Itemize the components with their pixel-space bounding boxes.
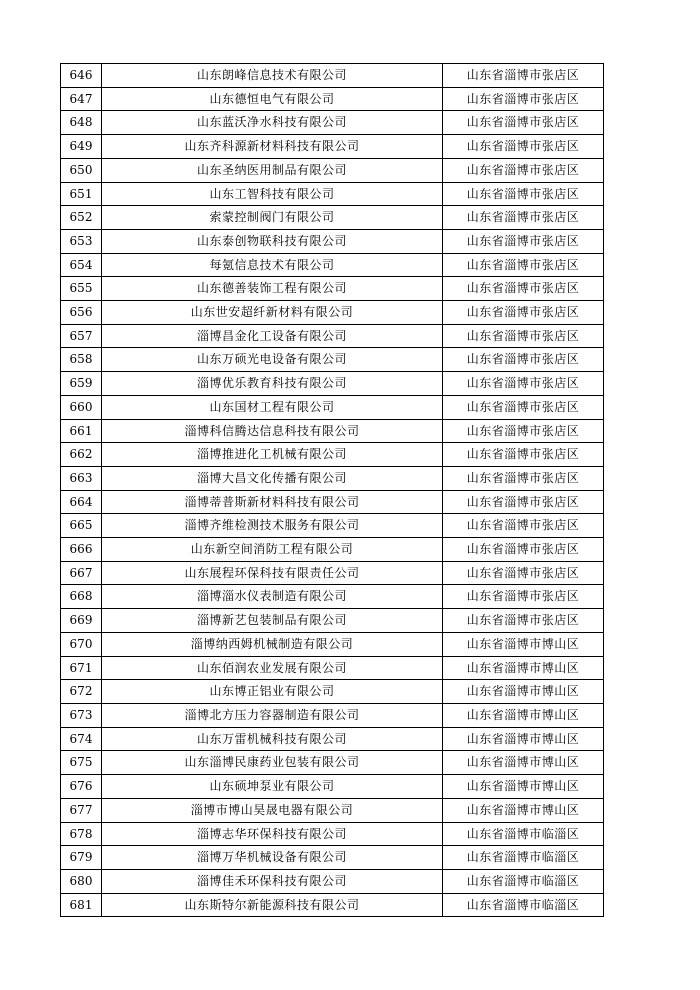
- table-row: [61, 466, 604, 490]
- region-cell: 山东省淄博市张店区: [443, 514, 604, 538]
- company-name-cell: 山东展程环保科技有限责任公司: [102, 561, 443, 585]
- table-row: [61, 443, 604, 467]
- table-row: [61, 64, 604, 88]
- region-cell: 山东省淄博市张店区: [443, 348, 604, 372]
- region-cell: 山东省淄博市博山区: [443, 680, 604, 704]
- region-cell: 山东省淄博市张店区: [443, 135, 604, 159]
- row-number-cell: 675: [61, 751, 102, 775]
- region-cell: 山东省淄博市张店区: [443, 87, 604, 111]
- row-number-cell: 656: [61, 301, 102, 325]
- row-number-cell: 651: [61, 182, 102, 206]
- company-name-cell: 淄博蒂普斯新材料科技有限公司: [102, 490, 443, 514]
- region-cell: 山东省淄博市博山区: [443, 632, 604, 656]
- region-cell: 山东省淄博市张店区: [443, 372, 604, 396]
- region-cell: 山东省淄博市博山区: [443, 798, 604, 822]
- region-cell: 山东省淄博市张店区: [443, 443, 604, 467]
- row-number-cell: 666: [61, 538, 102, 562]
- row-number-cell: 660: [61, 395, 102, 419]
- company-name-cell: 淄博大昌文化传播有限公司: [102, 466, 443, 490]
- row-number-cell: 678: [61, 822, 102, 846]
- row-number-cell: 665: [61, 514, 102, 538]
- row-number-cell: 670: [61, 632, 102, 656]
- table-row: [61, 703, 604, 727]
- region-cell: 山东省淄博市博山区: [443, 751, 604, 775]
- region-cell: 山东省淄博市张店区: [443, 419, 604, 443]
- region-cell: 山东省淄博市张店区: [443, 301, 604, 325]
- row-number-cell: 657: [61, 324, 102, 348]
- table-row: [61, 846, 604, 870]
- row-number-cell: 648: [61, 111, 102, 135]
- row-number-cell: 667: [61, 561, 102, 585]
- region-cell: 山东省淄博市张店区: [443, 158, 604, 182]
- company-name-cell: 淄博佳禾环保科技有限公司: [102, 869, 443, 893]
- table-row: [61, 206, 604, 230]
- region-cell: 山东省淄博市博山区: [443, 703, 604, 727]
- region-cell: 山东省淄博市张店区: [443, 253, 604, 277]
- company-name-cell: 山东朗峰信息技术有限公司: [102, 64, 443, 88]
- row-number-cell: 663: [61, 466, 102, 490]
- table-row: [61, 490, 604, 514]
- company-name-cell: 淄博优乐教育科技有限公司: [102, 372, 443, 396]
- table-row: [61, 869, 604, 893]
- company-name-cell: 山东淄博民康药业包装有限公司: [102, 751, 443, 775]
- company-name-cell: 山东新空间消防工程有限公司: [102, 538, 443, 562]
- row-number-cell: 658: [61, 348, 102, 372]
- row-number-cell: 650: [61, 158, 102, 182]
- region-cell: 山东省淄博市张店区: [443, 609, 604, 633]
- company-name-cell: 山东硕坤泵业有限公司: [102, 775, 443, 799]
- region-cell: 山东省淄博市张店区: [443, 561, 604, 585]
- table-row: [61, 561, 604, 585]
- table-row: [61, 585, 604, 609]
- company-table: [60, 63, 604, 917]
- table-row: [61, 348, 604, 372]
- region-cell: 山东省淄博市张店区: [443, 538, 604, 562]
- row-number-cell: 659: [61, 372, 102, 396]
- region-cell: 山东省淄博市临淄区: [443, 822, 604, 846]
- row-number-cell: 654: [61, 253, 102, 277]
- table-row: [61, 324, 604, 348]
- company-name-cell: 山东齐科源新材料科技有限公司: [102, 135, 443, 159]
- row-number-cell: 655: [61, 277, 102, 301]
- table-row: [61, 229, 604, 253]
- table-row: [61, 727, 604, 751]
- company-name-cell: 山东佰润农业发展有限公司: [102, 656, 443, 680]
- region-cell: 山东省淄博市临淄区: [443, 893, 604, 917]
- company-name-cell: 山东工智科技有限公司: [102, 182, 443, 206]
- company-name-cell: 淄博昌金化工设备有限公司: [102, 324, 443, 348]
- region-cell: 山东省淄博市博山区: [443, 656, 604, 680]
- company-name-cell: 淄博新艺包装制品有限公司: [102, 609, 443, 633]
- table-row: [61, 182, 604, 206]
- row-number-cell: 676: [61, 775, 102, 799]
- table-row: [61, 158, 604, 182]
- table-row: [61, 277, 604, 301]
- row-number-cell: 646: [61, 64, 102, 88]
- company-name-cell: 山东德恒电气有限公司: [102, 87, 443, 111]
- company-name-cell: 每氪信息技术有限公司: [102, 253, 443, 277]
- company-name-cell: 淄博齐维检测技术服务有限公司: [102, 514, 443, 538]
- row-number-cell: 647: [61, 87, 102, 111]
- company-name-cell: 淄博万华机械设备有限公司: [102, 846, 443, 870]
- table-row: [61, 395, 604, 419]
- row-number-cell: 652: [61, 206, 102, 230]
- company-name-cell: 淄博市博山昊晟电器有限公司: [102, 798, 443, 822]
- table-row: [61, 111, 604, 135]
- region-cell: 山东省淄博市张店区: [443, 585, 604, 609]
- table-row: [61, 538, 604, 562]
- table-row: [61, 751, 604, 775]
- row-number-cell: 649: [61, 135, 102, 159]
- table-row: [61, 372, 604, 396]
- row-number-cell: 680: [61, 869, 102, 893]
- company-name-cell: 淄博科信腾达信息科技有限公司: [102, 419, 443, 443]
- table-row: [61, 680, 604, 704]
- company-name-cell: 淄博北方压力容器制造有限公司: [102, 703, 443, 727]
- row-number-cell: 681: [61, 893, 102, 917]
- row-number-cell: 673: [61, 703, 102, 727]
- table-row: [61, 822, 604, 846]
- company-name-cell: 山东万硕光电设备有限公司: [102, 348, 443, 372]
- table-row: [61, 775, 604, 799]
- table-row: [61, 893, 604, 917]
- row-number-cell: 664: [61, 490, 102, 514]
- table-body: [61, 64, 604, 917]
- region-cell: 山东省淄博市张店区: [443, 182, 604, 206]
- company-name-cell: 淄博淄水仪表制造有限公司: [102, 585, 443, 609]
- region-cell: 山东省淄博市临淄区: [443, 846, 604, 870]
- company-name-cell: 淄博推进化工机械有限公司: [102, 443, 443, 467]
- region-cell: 山东省淄博市张店区: [443, 64, 604, 88]
- row-number-cell: 661: [61, 419, 102, 443]
- company-name-cell: 山东蓝沃净水科技有限公司: [102, 111, 443, 135]
- row-number-cell: 679: [61, 846, 102, 870]
- region-cell: 山东省淄博市张店区: [443, 229, 604, 253]
- company-name-cell: 山东万雷机械科技有限公司: [102, 727, 443, 751]
- region-cell: 山东省淄博市张店区: [443, 324, 604, 348]
- row-number-cell: 672: [61, 680, 102, 704]
- region-cell: 山东省淄博市张店区: [443, 466, 604, 490]
- row-number-cell: 671: [61, 656, 102, 680]
- table-row: [61, 656, 604, 680]
- region-cell: 山东省淄博市张店区: [443, 395, 604, 419]
- table-row: [61, 135, 604, 159]
- row-number-cell: 662: [61, 443, 102, 467]
- table-row: [61, 609, 604, 633]
- table-row: [61, 253, 604, 277]
- region-cell: 山东省淄博市张店区: [443, 277, 604, 301]
- table-row: [61, 514, 604, 538]
- region-cell: 山东省淄博市临淄区: [443, 869, 604, 893]
- row-number-cell: 668: [61, 585, 102, 609]
- company-name-cell: 山东博正铝业有限公司: [102, 680, 443, 704]
- company-name-cell: 山东世安超纤新材料有限公司: [102, 301, 443, 325]
- company-name-cell: 山东圣纳医用制品有限公司: [102, 158, 443, 182]
- region-cell: 山东省淄博市博山区: [443, 727, 604, 751]
- region-cell: 山东省淄博市博山区: [443, 775, 604, 799]
- row-number-cell: 653: [61, 229, 102, 253]
- company-name-cell: 山东斯特尔新能源科技有限公司: [102, 893, 443, 917]
- row-number-cell: 677: [61, 798, 102, 822]
- row-number-cell: 674: [61, 727, 102, 751]
- company-name-cell: 山东国材工程有限公司: [102, 395, 443, 419]
- table-row: [61, 632, 604, 656]
- table-row: [61, 798, 604, 822]
- company-name-cell: 山东泰创物联科技有限公司: [102, 229, 443, 253]
- company-name-cell: 淄博志华环保科技有限公司: [102, 822, 443, 846]
- table-row: [61, 301, 604, 325]
- table-row: [61, 87, 604, 111]
- row-number-cell: 669: [61, 609, 102, 633]
- region-cell: 山东省淄博市张店区: [443, 490, 604, 514]
- region-cell: 山东省淄博市张店区: [443, 206, 604, 230]
- table-row: [61, 419, 604, 443]
- region-cell: 山东省淄博市张店区: [443, 111, 604, 135]
- company-name-cell: 索蒙控制阀门有限公司: [102, 206, 443, 230]
- company-name-cell: 山东德善装饰工程有限公司: [102, 277, 443, 301]
- company-name-cell: 淄博纳西姆机械制造有限公司: [102, 632, 443, 656]
